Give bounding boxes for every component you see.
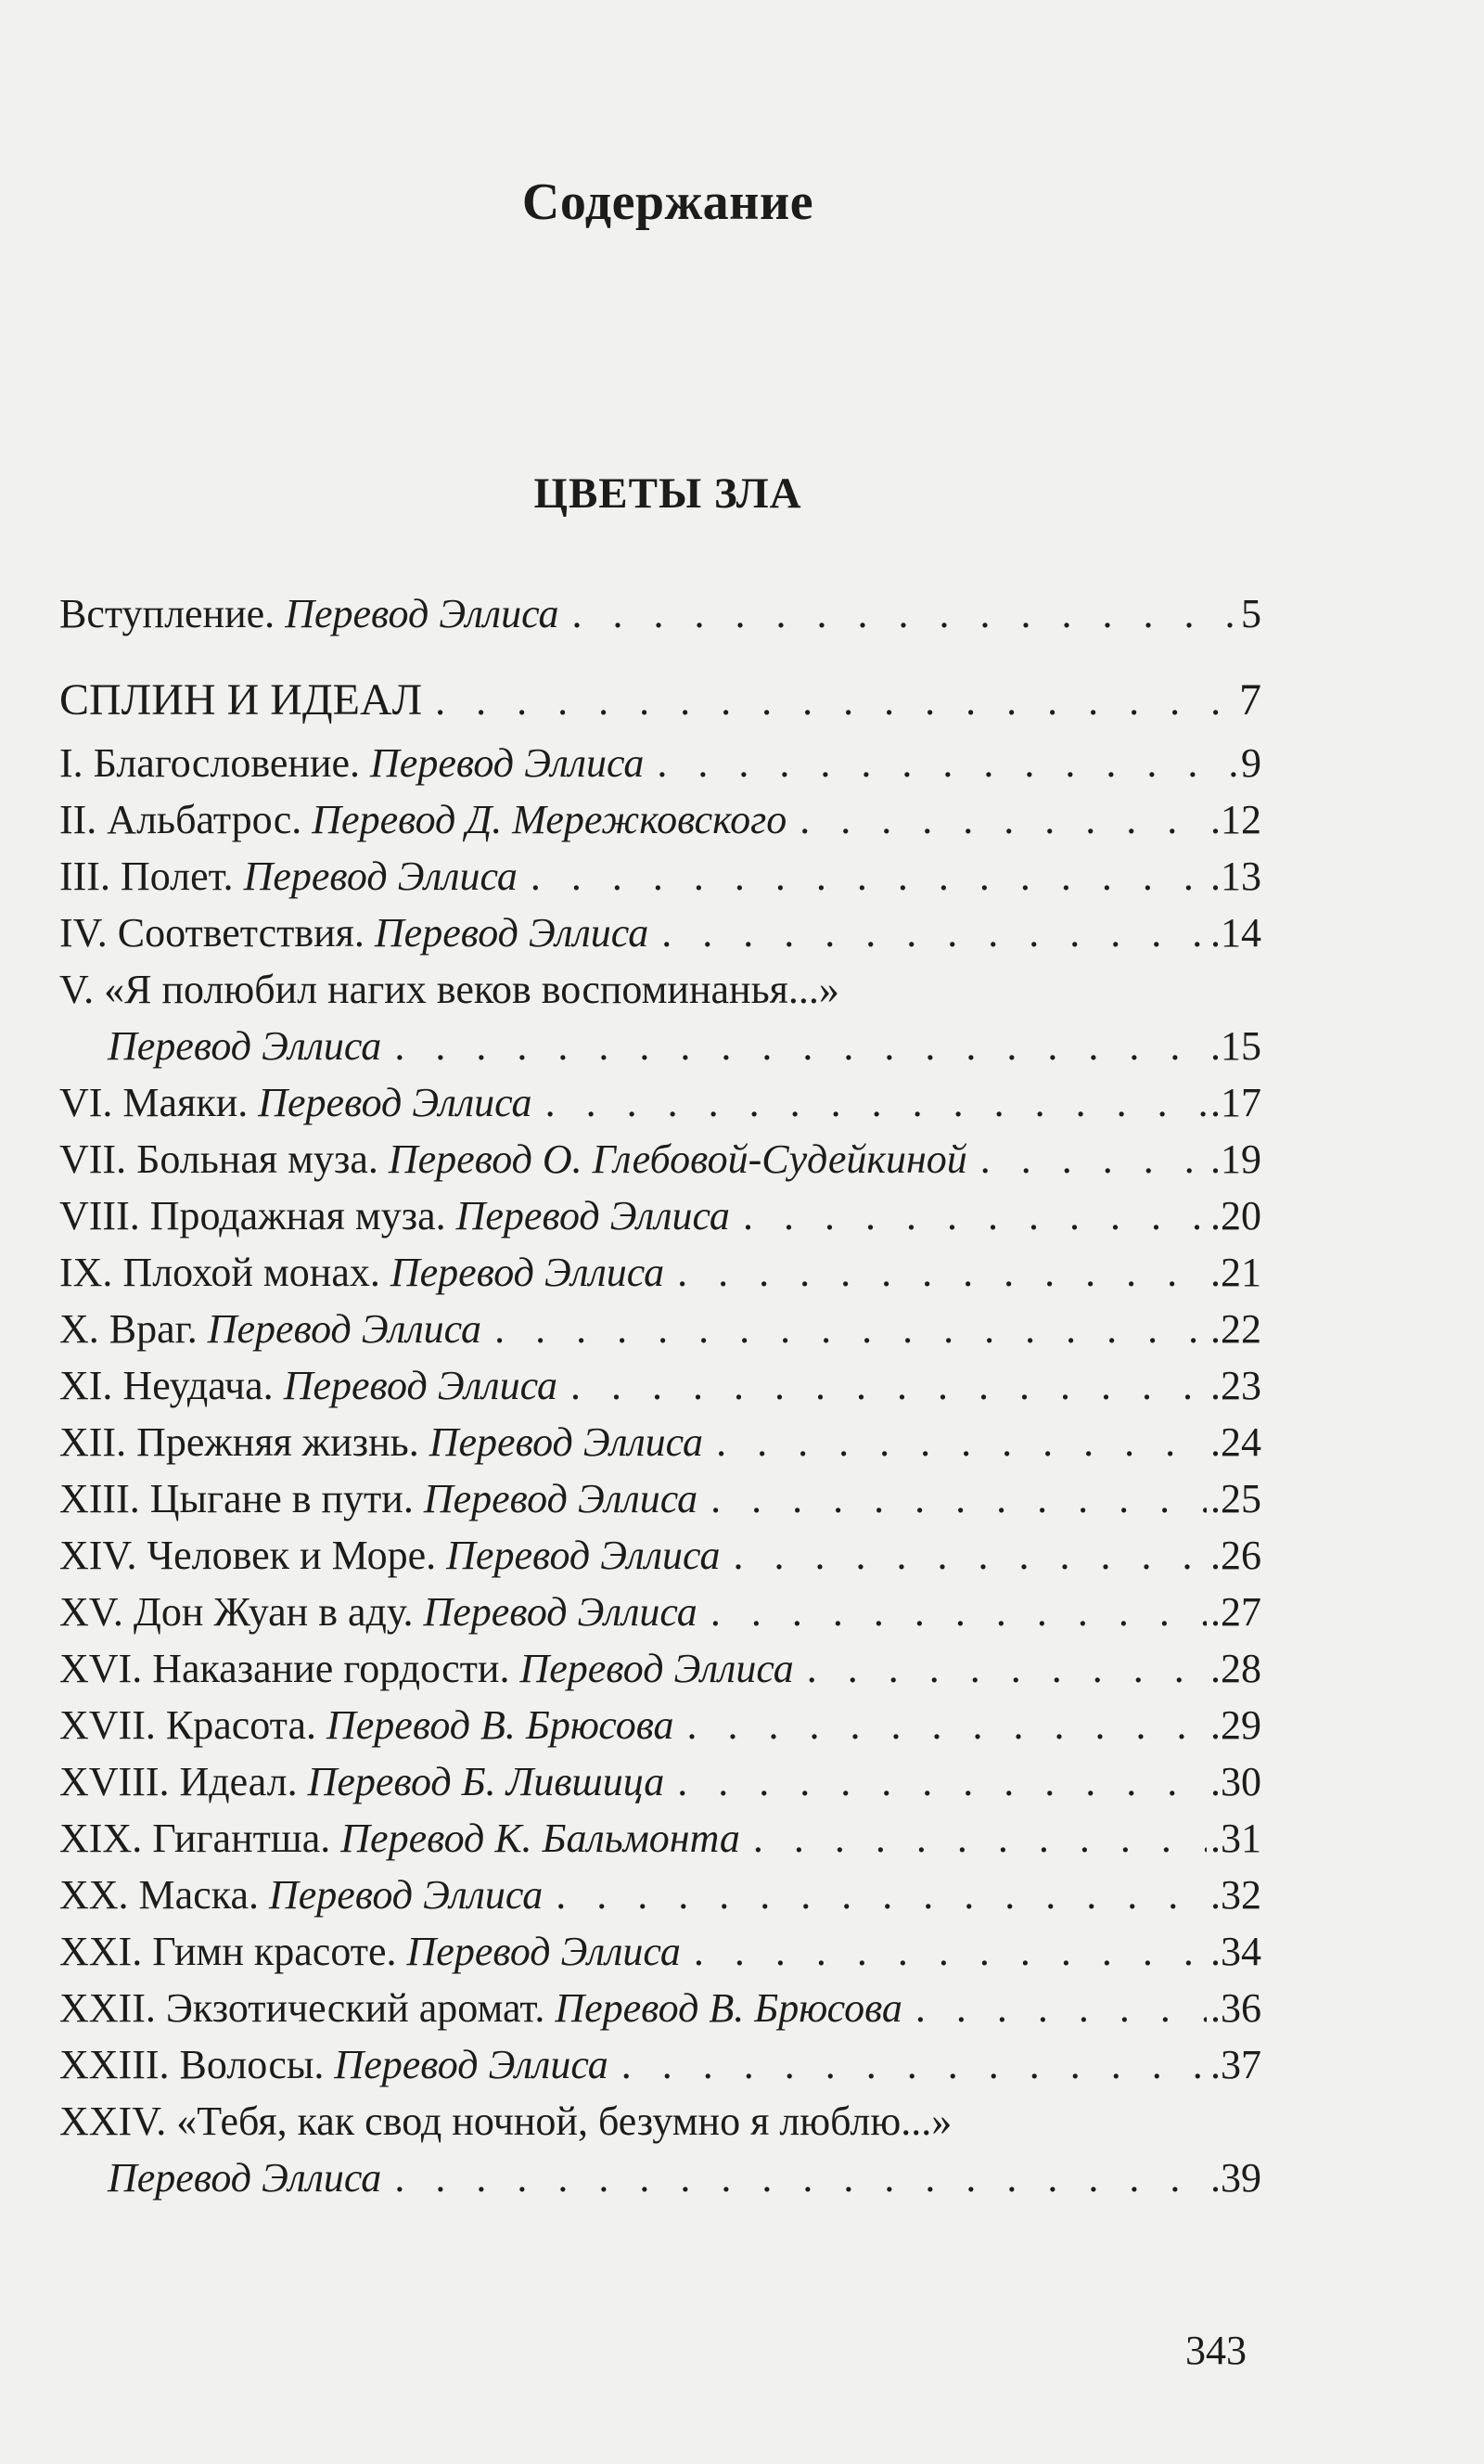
- toc-entry-page: .31: [1210, 1816, 1261, 1861]
- toc-entry: [59, 791, 1261, 848]
- toc-entry-translator: Перевод Эллиса: [370, 740, 645, 786]
- toc-entry-label: [59, 575, 559, 653]
- table-of-contents: [59, 575, 1261, 2206]
- toc-entry-translator: Перевод Эллиса: [429, 1419, 704, 1465]
- dot-leader: [710, 1584, 1207, 1640]
- toc-entry: [59, 961, 1261, 1018]
- toc-entry-translator: Перевод Эллиса: [446, 1533, 721, 1578]
- toc-entry-title: XVIII. Идеал.: [59, 1759, 298, 1804]
- toc-entry-page: .32: [1210, 1872, 1261, 1918]
- toc-entry-label: [108, 1018, 381, 1074]
- toc-entry: [59, 1018, 1261, 1074]
- dot-leader: [494, 1301, 1207, 1357]
- toc-entry-label: [59, 735, 644, 791]
- toc-entry-page: 9: [1241, 740, 1261, 786]
- toc-entry-page: .25: [1210, 1476, 1261, 1521]
- toc-entry-translator: Перевод В. Брюсова: [555, 1985, 902, 2031]
- toc-entry-page: .29: [1210, 1702, 1261, 1748]
- toc-entry-title: IV. Соответствия.: [59, 910, 365, 956]
- toc-entry-label: [59, 1187, 730, 1244]
- toc-entry-title: XVII. Красота.: [59, 1702, 316, 1748]
- toc-entry-page: 5: [1241, 591, 1261, 636]
- dot-leader: [710, 1470, 1207, 1527]
- toc-entry: [59, 1301, 1261, 1357]
- toc-entry: [59, 1527, 1261, 1584]
- toc-entry-title: XXIII. Волосы.: [59, 2042, 325, 2087]
- toc-entry: [59, 2150, 1261, 2206]
- toc-entry: [59, 1584, 1261, 1640]
- toc-entry: [59, 905, 1261, 961]
- toc-entry-translator: Перевод Д. Мережковского: [312, 797, 787, 842]
- toc-entry-translator: Перевод Эллиса: [406, 1929, 681, 1974]
- toc-entry-label: [59, 905, 648, 961]
- toc-entry-translator: Перевод Эллиса: [258, 1080, 532, 1125]
- dot-leader: [531, 848, 1207, 905]
- toc-entry-title: IX. Плохой монах.: [59, 1250, 380, 1295]
- toc-entry: [59, 848, 1261, 905]
- toc-entry-label: [59, 1980, 902, 2036]
- toc-entry-page: .21: [1210, 1250, 1261, 1295]
- toc-entry: [59, 1923, 1261, 1980]
- toc-entry: [59, 575, 1261, 653]
- toc-entry-page: .26: [1210, 1533, 1261, 1578]
- toc-entry-page: .13: [1210, 853, 1261, 899]
- toc-entry-translator: Перевод Эллиса: [243, 853, 518, 899]
- page-number: 343: [1185, 2328, 1247, 2373]
- dot-leader: [435, 667, 1235, 736]
- toc-entry-title: I. Благословение.: [59, 740, 361, 786]
- toc-entry-title: VI. Маяки.: [59, 1080, 249, 1125]
- toc-entry-translator: Перевод Эллиса: [374, 910, 649, 956]
- dot-leader: [800, 791, 1207, 848]
- toc-entry: [59, 1074, 1261, 1131]
- toc-entry: [59, 1470, 1261, 1527]
- dot-leader: [677, 1753, 1207, 1810]
- toc-entry-page: .36: [1210, 1985, 1261, 2031]
- toc-entry-translator: Перевод Эллиса: [455, 1193, 730, 1238]
- toc-entry-label: [59, 848, 518, 905]
- dot-leader: [394, 2150, 1207, 2206]
- toc-entry-translator: Перевод Эллиса: [285, 591, 559, 636]
- toc-entry-label: [59, 1357, 557, 1414]
- toc-entry-label: [59, 666, 422, 735]
- page-title: Содержание: [521, 173, 814, 231]
- toc-entry-page: .30: [1210, 1759, 1261, 1804]
- toc-entry: [59, 1810, 1261, 1867]
- toc-entry-label: [59, 1584, 697, 1640]
- toc-entry-translator: Перевод Б. Лившица: [307, 1759, 665, 1804]
- toc-entry-page: .23: [1210, 1363, 1261, 1408]
- toc-entry: [59, 1187, 1261, 1244]
- toc-entry-label: [59, 1697, 674, 1753]
- toc-entry-title: СПЛИН И ИДЕАЛ: [59, 675, 423, 725]
- toc-entry-label: [59, 1414, 703, 1470]
- toc-entry-page: .22: [1210, 1306, 1261, 1352]
- toc-entry-page: .27: [1210, 1589, 1261, 1635]
- toc-entry-translator: Перевод К. Бальмонта: [340, 1816, 740, 1861]
- toc-entry: [59, 1640, 1261, 1697]
- toc-entry-title: XIII. Цыгане в пути.: [59, 1476, 414, 1521]
- toc-entry-title: XV. Дон Жуан в аду.: [59, 1589, 414, 1635]
- toc-entry-translator: Перевод Эллиса: [519, 1646, 794, 1691]
- toc-entry-translator: Перевод Эллиса: [390, 1250, 665, 1295]
- toc-entry-label: [59, 2093, 1261, 2150]
- toc-entry-page: .15: [1210, 1023, 1261, 1069]
- dot-leader: [572, 575, 1238, 653]
- toc-entry-title: XI. Неудача.: [59, 1363, 274, 1408]
- toc-entry-title: XX. Маска.: [59, 1872, 259, 1918]
- toc-entry-title: XXI. Гимн красоте.: [59, 1929, 397, 1974]
- toc-entry-title: XIV. Человек и Море.: [59, 1533, 437, 1578]
- dot-leader: [743, 1187, 1207, 1244]
- toc-entry-translator: Перевод В. Брюсова: [326, 1702, 674, 1748]
- toc-entry-translator: Перевод Эллиса: [423, 1589, 697, 1635]
- toc-entry-translator: Перевод Эллиса: [423, 1476, 698, 1521]
- toc-entry-page: .19: [1210, 1136, 1261, 1182]
- toc-entry-translator: Перевод Эллиса: [108, 2155, 382, 2201]
- toc-entry-title: II. Альбатрос.: [59, 797, 302, 842]
- toc-entry-page: .37: [1210, 2042, 1261, 2087]
- toc-entry-page: .14: [1210, 910, 1261, 956]
- toc-entry: [59, 1697, 1261, 1753]
- toc-entry: [59, 2093, 1261, 2150]
- toc-entry: [59, 1131, 1261, 1187]
- toc-entry-title: Вступление.: [59, 591, 275, 636]
- toc-entry-title: VIII. Продажная муза.: [59, 1193, 446, 1238]
- toc-entry-page: .28: [1210, 1646, 1261, 1691]
- toc-entry: [59, 666, 1261, 735]
- toc-entry-label: [108, 2150, 381, 2206]
- toc-entry-page: .34: [1210, 1929, 1261, 1974]
- toc-entry-label: [59, 1867, 543, 1923]
- toc-entry-title: XXII. Экзотический аромат.: [59, 1985, 545, 2031]
- dot-leader: [733, 1527, 1207, 1584]
- toc-entry-page: .24: [1210, 1419, 1261, 1465]
- toc-entry-label: [59, 1301, 481, 1357]
- toc-entry: [59, 1753, 1261, 1810]
- toc-entry: [59, 2036, 1261, 2093]
- toc-entry-label: [59, 1470, 697, 1527]
- toc-entry-title: III. Полет.: [59, 853, 234, 899]
- dot-leader: [677, 1244, 1207, 1301]
- toc-entry: [59, 1980, 1261, 2036]
- toc-entry-label: [59, 1753, 664, 1810]
- toc-entry-label: [59, 1074, 532, 1131]
- toc-entry-label: [59, 2036, 608, 2093]
- toc-entry: [59, 1357, 1261, 1414]
- toc-entry-translator: Перевод Эллиса: [207, 1306, 482, 1352]
- toc-entry-title: XIX. Гигантша.: [59, 1816, 331, 1861]
- dot-leader: [807, 1640, 1207, 1697]
- toc-entry-title: XXIV. «Тебя, как свод ночной, безумно я люблю...»: [59, 2098, 953, 2144]
- toc-entry-label: [59, 1640, 794, 1697]
- dot-leader: [687, 1697, 1207, 1753]
- toc-entry-translator: Перевод О. Глебовой-Судейкиной: [388, 1136, 967, 1182]
- section-title: ЦВЕТЫ ЗЛА: [533, 469, 802, 518]
- toc-entry: [59, 1867, 1261, 1923]
- dot-leader: [657, 735, 1237, 791]
- toc-entry-page: .39: [1210, 2155, 1261, 2201]
- dot-leader: [545, 1074, 1207, 1131]
- toc-entry-page: .20: [1210, 1193, 1261, 1238]
- toc-entry: [59, 1244, 1261, 1301]
- toc-entry: [59, 735, 1261, 791]
- toc-entry-label: [59, 791, 787, 848]
- dot-leader: [570, 1357, 1207, 1414]
- toc-entry-title: XVI. Наказание гордости.: [59, 1646, 510, 1691]
- dot-leader: [556, 1867, 1207, 1923]
- dot-leader: [915, 1980, 1207, 2036]
- toc-entry-title: V. «Я полюбил нагих веков воспоминанья...»: [59, 967, 839, 1012]
- toc-entry-label: [59, 961, 1261, 1018]
- toc-entry-translator: Перевод Эллиса: [334, 2042, 608, 2087]
- toc-entry-label: [59, 1244, 664, 1301]
- toc-entry-label: [59, 1527, 720, 1584]
- toc-entry-title: X. Враг.: [59, 1306, 198, 1352]
- dot-leader: [716, 1414, 1207, 1470]
- toc-entry-page: 7: [1239, 675, 1261, 725]
- toc-entry-page: .17: [1210, 1080, 1261, 1125]
- toc-entry-title: VII. Больная муза.: [59, 1136, 378, 1182]
- dot-leader: [694, 1923, 1207, 1980]
- toc-entry-translator: Перевод Эллиса: [108, 1023, 382, 1069]
- dot-leader: [661, 905, 1207, 961]
- toc-entry-label: [59, 1810, 740, 1867]
- toc-entry-label: [59, 1923, 681, 1980]
- toc-entry-translator: Перевод Эллиса: [283, 1363, 557, 1408]
- toc-entry-title: XII. Прежняя жизнь.: [59, 1419, 419, 1465]
- dot-leader: [621, 2036, 1207, 2093]
- dot-leader: [394, 1018, 1207, 1074]
- toc-entry-translator: Перевод Эллиса: [268, 1872, 544, 1918]
- dot-leader: [980, 1131, 1207, 1187]
- toc-entry: [59, 1414, 1261, 1470]
- toc-entry-page: .12: [1210, 797, 1261, 842]
- toc-entry-label: [59, 1131, 967, 1187]
- dot-leader: [753, 1810, 1207, 1867]
